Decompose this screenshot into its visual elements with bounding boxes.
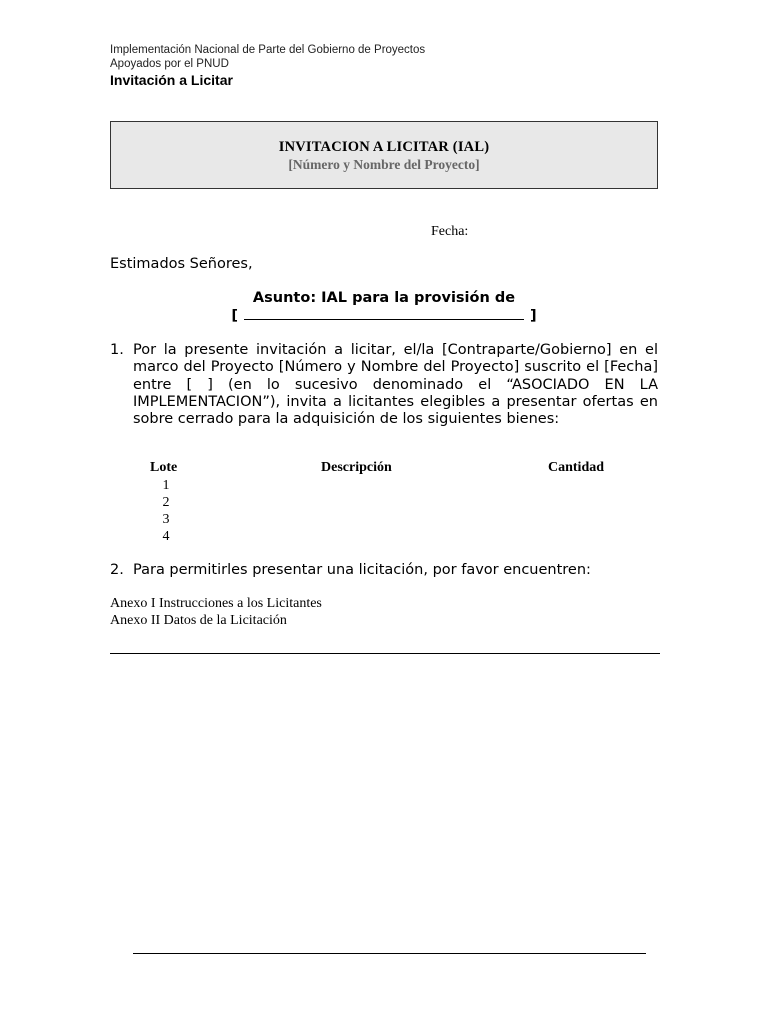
section-divider xyxy=(110,653,660,654)
open-bracket: [ xyxy=(231,308,238,324)
footer-divider xyxy=(133,953,646,954)
col-header-cantidad: Cantidad xyxy=(548,460,605,475)
title-box xyxy=(110,121,658,189)
list-item-1 xyxy=(110,342,658,428)
greeting: Estimados Señores, xyxy=(110,256,253,272)
list-item-2 xyxy=(110,562,658,579)
blank-line xyxy=(244,309,524,320)
annex-2: Anexo II Datos de la Licitación xyxy=(110,613,287,628)
list-number: 1. xyxy=(110,342,124,358)
lote-cell: 4 xyxy=(162,529,170,544)
asunto-line-2 xyxy=(110,308,658,324)
list-text: Para permitirles presentar una licitación, por favor encuentren: xyxy=(133,562,591,578)
col-header-descripcion: Descripción xyxy=(321,460,392,475)
annex-1: Anexo I Instrucciones a los Licitantes xyxy=(110,596,322,611)
header-line-2: Apoyados por el PNUD xyxy=(110,58,229,70)
header-title: Invitación a Licitar xyxy=(110,72,233,88)
lote-cell: 1 xyxy=(162,478,170,493)
lote-cell: 3 xyxy=(162,512,170,527)
list-number: 2. xyxy=(110,562,124,578)
lote-cell: 2 xyxy=(162,495,170,510)
header-line-1: Implementación Nacional de Parte del Gobierno de Proyectos xyxy=(110,44,426,56)
project-placeholder: [Número y Nombre del Proyecto] xyxy=(288,157,480,172)
asunto-line-1: Asunto: IAL para la provisión de xyxy=(252,290,516,306)
fecha-label: Fecha: xyxy=(431,224,469,239)
document-title: INVITACION A LICITAR (IAL) xyxy=(278,139,490,155)
col-header-lote: Lote xyxy=(150,460,178,475)
list-text: Por la presente invitación a licitar, el/la [Contraparte/Gobierno] en el marco del Proyecto [Número y Nombre del Proyecto] suscrito el [Fecha] entre [ ] (en lo sucesivo denominado el “ASOCIADO EN LA IMPLEMENTACION”), invita a licitantes elegibles a presentar ofertas en sobre cerrado para la adquisición de los siguientes bienes: xyxy=(133,342,658,428)
close-bracket: ] xyxy=(530,308,537,324)
